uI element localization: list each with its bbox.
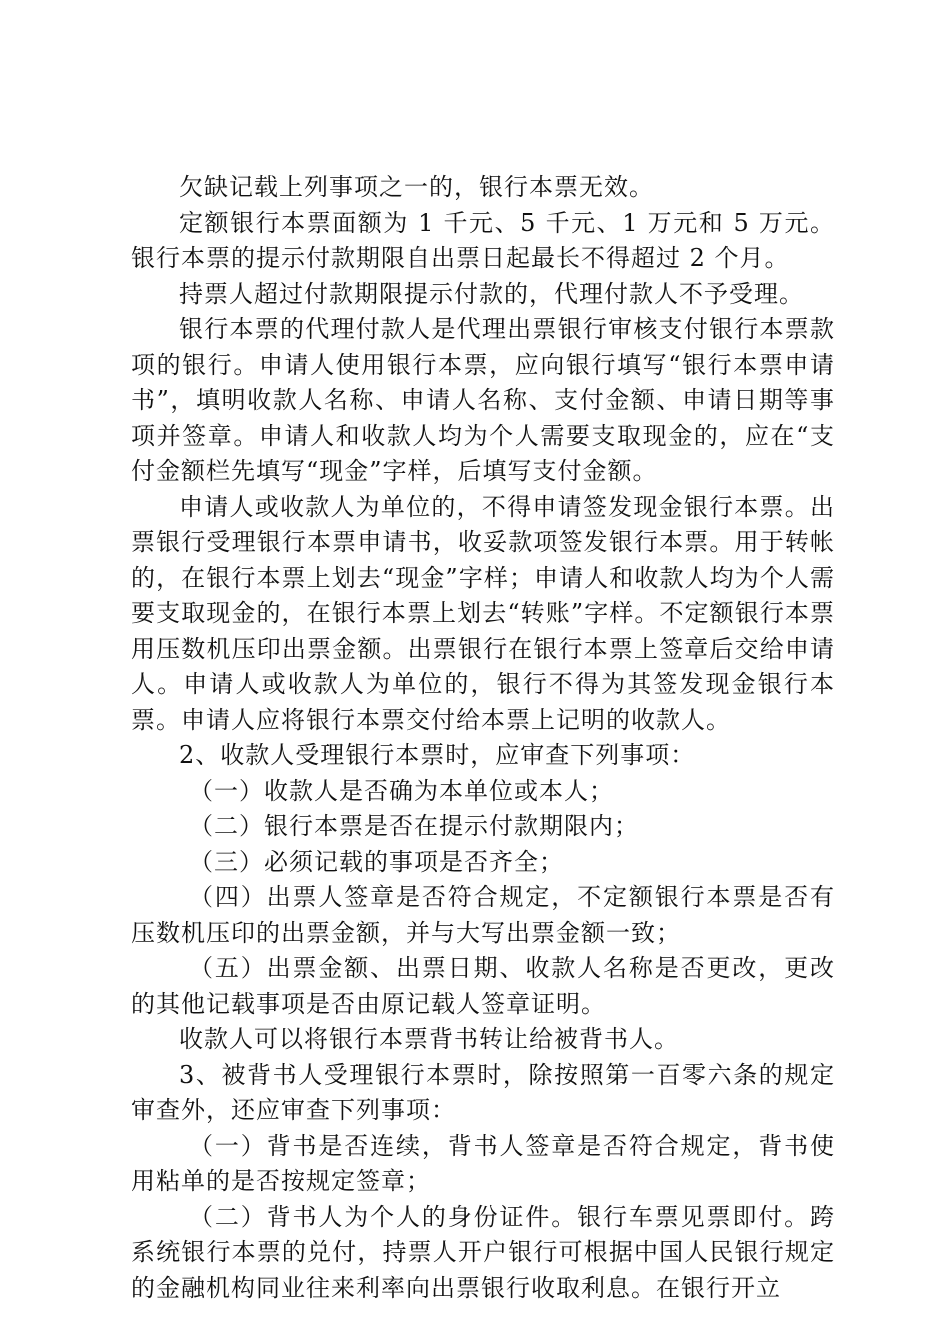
list-item: （三）必须记载的事项是否齐全； [189, 847, 564, 876]
section-heading: 2、收款人受理银行本票时，应审查下列事项： [179, 741, 696, 769]
list-item: （四）出票人签章是否符合规定，不定额银行本票是否有压数机压印的出票金额，并与大写出票金额一致； [131, 883, 835, 947]
paragraph: 定额银行本票面额为 1 千元、5 千元、1 万元和 5 万元。银行本票的提示付款期限自出票日起最长不得超过 2 个月。 [131, 208, 835, 272]
document-body [131, 170, 835, 1306]
list-item: （一）收款人是否确为本单位或本人； [189, 776, 614, 805]
paragraph: 持票人超过付款期限提示付款的，代理付款人不予受理。 [179, 279, 804, 308]
paragraph: 欠缺记载上列事项之一的，银行本票无效。 [179, 173, 654, 201]
list-item: （一）背书是否连续，背书人签章是否符合规定，背书使用粘单的是否按规定签章； [131, 1131, 835, 1195]
section-heading: 3、被背书人受理银行本票时，除按照第一百零六条的规定审查外，还应审查下列事项： [131, 1060, 835, 1124]
paragraph: 收款人可以将银行本票背书转让给被背书人。 [179, 1025, 679, 1053]
list-item: （二）背书人为个人的身份证件。银行车票见票即付。跨系统银行本票的兑付，持票人开户银行可根据中国人民银行规定的金融机构同业往来利率向出票银行收取利息。在银行开立 [131, 1202, 835, 1302]
paragraph: 申请人或收款人为单位的，不得申请签发现金银行本票。出票银行受理银行本票申请书，收妥款项签发银行本票。用于转帐的，在银行本票上划去“现金”字样；申请人和收款人均为个人需要支取现金的，在银行本票上划去“转账”字样。不定额银行本票用压数机压印出票金额。出票银行在银行本票上签章后交给申请人。申请人或收款人为单位的，银行不得为其签发现金银行本票。申请人应将银行本票交付给本票上记明的收款人。 [131, 492, 835, 734]
paragraph: 银行本票的代理付款人是代理出票银行审核支付银行本票款项的银行。申请人使用银行本票，应向银行填写“银行本票申请书”，填明收款人名称、申请人名称、支付金额、申请日期等事项并签章。申请人和收款人均为个人需要支取现金的，应在“支付金额栏先填写“现金”字样，后填写支付金额。 [131, 315, 835, 485]
list-item: （二）银行本票是否在提示付款期限内； [189, 812, 639, 840]
list-item: （五）出票金额、出票日期、收款人名称是否更改，更改的其他记载事项是否由原记载人签章证明。 [131, 954, 835, 1018]
